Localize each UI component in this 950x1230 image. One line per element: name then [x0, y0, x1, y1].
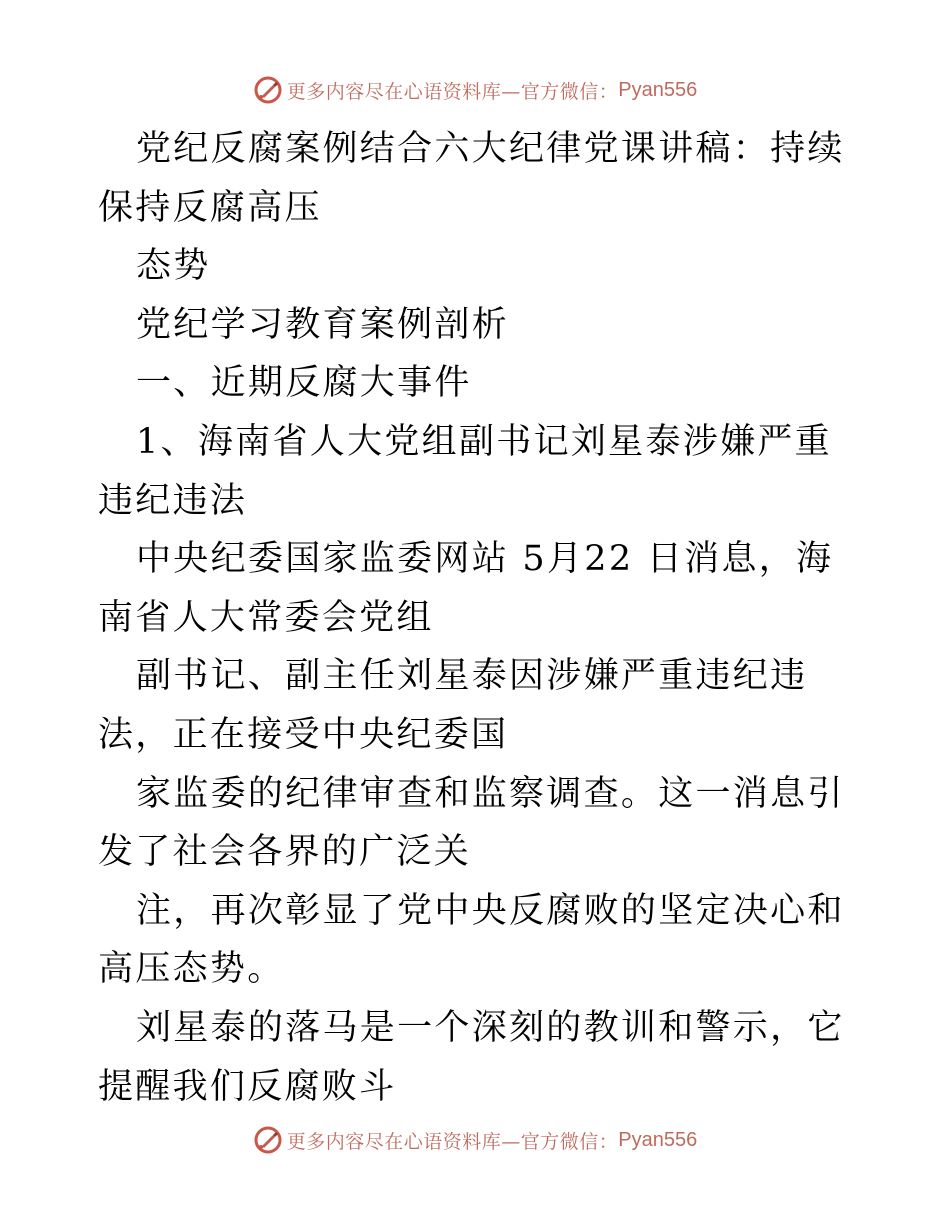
- subsection-heading: 一、近期反腐大事件: [136, 363, 472, 404]
- paragraph: 家监委的纪律审查和监察调查。这一消息引发了社会各界的广泛关: [98, 773, 845, 873]
- section-heading: 党纪学习教育案例剖析: [136, 304, 510, 345]
- writing-pen-logo-icon: [253, 1125, 283, 1155]
- title-continuation: 态势: [136, 246, 211, 287]
- paragraph: 副书记、副主任刘星泰因涉嫌严重违纪违法，正在接受中央纪委国: [98, 656, 808, 755]
- writing-pen-logo-icon: [253, 75, 283, 105]
- case-heading: 1、海南省人大党组副书记刘星泰涉嫌严重违纪违法: [98, 421, 832, 521]
- paragraph: 中央纪委国家监委网站 5月22 日消息，海南省人大常委会党组: [98, 539, 834, 638]
- paragraph: 刘星泰的落马是一个深刻的教训和警示，它提醒我们反腐败斗: [98, 1007, 845, 1107]
- header-watermark: [0, 70, 950, 110]
- watermark-text: 更多内容尽在心语资料库—官方微信：: [286, 80, 619, 103]
- title-line: 党纪反腐案例结合六大纪律党课讲稿：持续保持反腐高压: [98, 129, 845, 228]
- watermark-text: 更多内容尽在心语资料库—官方微信：: [286, 1130, 619, 1153]
- document-body: [98, 120, 858, 1116]
- footer-watermark: [0, 1120, 950, 1160]
- paragraph: 注，再次彰显了党中央反腐败的坚定决心和高压态势。: [98, 890, 845, 990]
- watermark-wechat-id: Pyan556: [618, 78, 698, 101]
- watermark-wechat-id: Pyan556: [618, 1128, 698, 1151]
